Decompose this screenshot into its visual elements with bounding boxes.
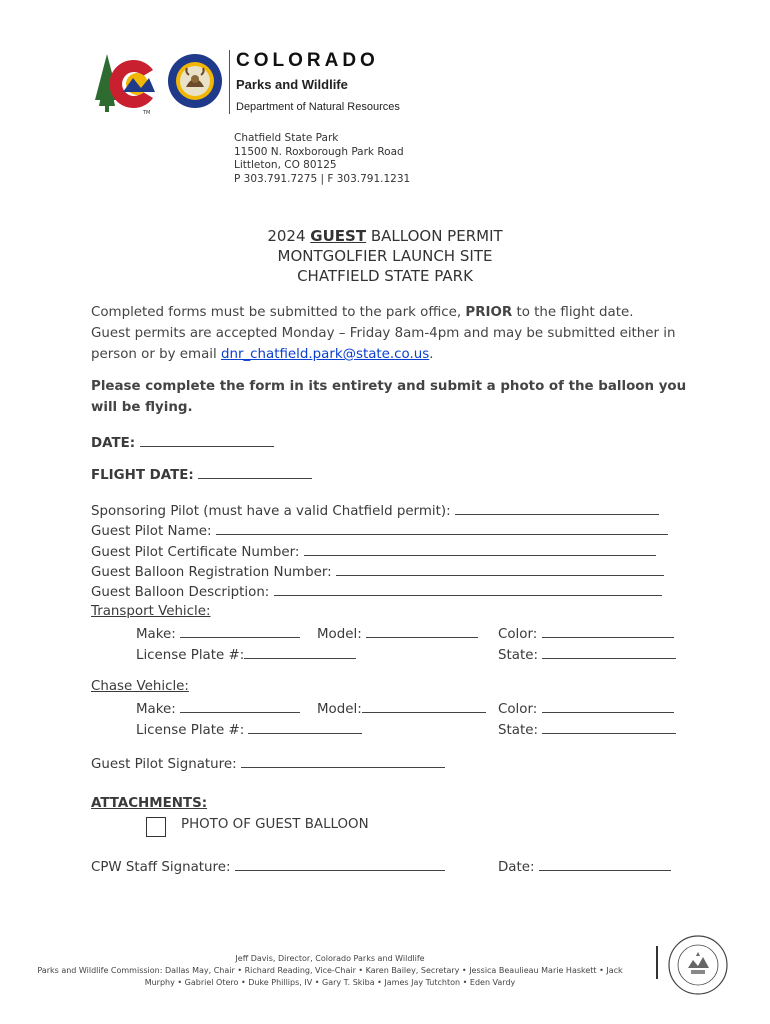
make-blank[interactable]	[180, 698, 300, 713]
guest-balloon-desc-label: Guest Balloon Description:	[91, 585, 270, 600]
footer-divider	[656, 946, 658, 979]
title-prefix: 2024	[267, 227, 311, 245]
instruction-text: Please complete the form in its entirety and submit a photo of the balloon you will be flying.	[91, 379, 687, 415]
state-blank[interactable]	[542, 644, 676, 659]
chase-state-field[interactable]	[498, 719, 676, 741]
guest-pilot-cert-label: Guest Pilot Certificate Number:	[91, 545, 300, 560]
transport-model-field[interactable]	[317, 623, 478, 645]
guest-balloon-reg-field[interactable]	[91, 561, 664, 583]
state-blank[interactable]	[542, 719, 676, 734]
cpw-staff-signature-field[interactable]	[91, 856, 445, 878]
address-line: P 303.791.7275 | F 303.791.1231	[234, 172, 411, 185]
color-label: Color:	[498, 627, 538, 642]
guest-pilot-signature-field[interactable]	[91, 753, 445, 775]
cpw-staff-signature-blank[interactable]	[235, 856, 445, 871]
license-plate-label: License Plate #:	[136, 723, 245, 738]
guest-pilot-cert-blank[interactable]	[304, 541, 656, 556]
transport-make-field[interactable]	[136, 623, 300, 645]
make-label: Make:	[136, 702, 176, 717]
brand-subtitle: Parks and Wildlife	[236, 77, 348, 92]
model-label: Model:	[317, 627, 362, 642]
intro-paragraph	[91, 302, 691, 365]
chase-license-field[interactable]	[136, 719, 362, 741]
guest-pilot-cert-field[interactable]	[91, 541, 656, 563]
staff-date-field[interactable]	[498, 856, 671, 878]
color-label: Color:	[498, 702, 538, 717]
guest-pilot-name-blank[interactable]	[216, 520, 668, 535]
staff-date-blank[interactable]	[539, 856, 671, 871]
license-plate-label: License Plate #:	[136, 648, 245, 663]
model-blank[interactable]	[366, 623, 478, 638]
address-line: Chatfield State Park	[234, 132, 339, 144]
guest-pilot-signature-label: Guest Pilot Signature:	[91, 757, 237, 772]
flight-date-field[interactable]	[91, 464, 312, 486]
transport-state-field[interactable]	[498, 644, 676, 666]
title-suffix: BALLOON PERMIT	[366, 227, 503, 245]
color-blank[interactable]	[542, 698, 674, 713]
state-seal-icon	[667, 934, 729, 996]
make-blank[interactable]	[180, 623, 300, 638]
intro-text: .	[429, 347, 434, 362]
guest-pilot-name-label: Guest Pilot Name:	[91, 524, 212, 539]
intro-text: to the flight date.	[512, 305, 634, 320]
brand-name: COLORADO	[236, 50, 379, 71]
guest-pilot-name-field[interactable]	[91, 520, 668, 542]
park-address	[234, 132, 410, 186]
sponsoring-pilot-label: Sponsoring Pilot (must have a valid Chatfield permit):	[91, 504, 451, 519]
cpw-seal-icon	[167, 53, 223, 109]
footer-director: Jeff Davis, Director, Colorado Parks and Wildlife	[235, 954, 425, 963]
footer-commission-cont: Murphy • Gabriel Otero • Duke Phillips, IV • Gary T. Skiba • James Jay Tutchton • Eden Vardy	[144, 978, 516, 987]
header-divider	[229, 50, 230, 114]
guest-balloon-desc-blank[interactable]	[274, 581, 662, 596]
photo-label: PHOTO OF GUEST BALLOON	[181, 817, 369, 832]
intro-text: person or by email	[91, 347, 221, 362]
svg-text:TM: TM	[143, 110, 151, 116]
guest-balloon-reg-blank[interactable]	[336, 561, 664, 576]
cpw-staff-signature-label: CPW Staff Signature:	[91, 860, 231, 875]
attachments-heading: ATTACHMENTS:	[91, 796, 208, 811]
colorado-c-logo-icon	[93, 48, 163, 116]
chase-make-field[interactable]	[136, 698, 300, 720]
date-field[interactable]	[91, 432, 274, 454]
intro-text: Completed forms must be submitted to the park office,	[91, 305, 466, 320]
photo-checkbox[interactable]	[146, 817, 166, 837]
state-label: State:	[498, 723, 538, 738]
title-line-2: MONTGOLFIER LAUNCH SITE	[277, 247, 493, 265]
chase-vehicle-heading: Chase Vehicle:	[91, 679, 189, 694]
date-label: DATE:	[91, 436, 136, 451]
guest-balloon-reg-label: Guest Balloon Registration Number:	[91, 565, 332, 580]
model-label: Model:	[317, 702, 362, 717]
guest-balloon-desc-field[interactable]	[91, 581, 662, 603]
guest-pilot-signature-blank[interactable]	[241, 753, 445, 768]
color-blank[interactable]	[542, 623, 674, 638]
address-line: Littleton, CO 80125	[234, 159, 337, 171]
transport-vehicle-heading: Transport Vehicle:	[91, 604, 211, 619]
sponsoring-pilot-field[interactable]	[91, 500, 659, 522]
transport-color-field[interactable]	[498, 623, 674, 645]
license-plate-blank[interactable]	[244, 644, 356, 659]
date-blank[interactable]	[140, 432, 274, 447]
footer-commission: Parks and Wildlife Commission: Dallas May, Chair • Richard Reading, Vice-Chair • Karen Bailey, Secretary • Jessica Beaulieau Marie Haskett • Jack	[37, 966, 623, 975]
state-label: State:	[498, 648, 538, 663]
document-title	[0, 226, 770, 286]
email-link[interactable]: dnr_chatfield.park@state.co.us	[220, 347, 430, 362]
license-plate-blank[interactable]	[248, 719, 362, 734]
title-line-3: CHATFIELD STATE PARK	[297, 267, 473, 285]
intro-text: Guest permits are accepted Monday – Friday 8am-4pm and may be submitted either in	[91, 326, 676, 341]
make-label: Make:	[136, 627, 176, 642]
transport-license-field[interactable]	[136, 644, 356, 666]
model-blank[interactable]	[362, 698, 486, 713]
chase-color-field[interactable]	[498, 698, 674, 720]
address-line: 11500 N. Roxborough Park Road	[234, 145, 404, 158]
brand-department: Department of Natural Resources	[236, 101, 400, 113]
chase-model-field[interactable]	[317, 698, 486, 720]
staff-date-label: Date:	[498, 860, 535, 875]
flight-date-blank[interactable]	[198, 464, 312, 479]
intro-emphasis: PRIOR	[465, 305, 513, 320]
sponsoring-pilot-blank[interactable]	[455, 500, 659, 515]
title-emphasis: GUEST	[310, 227, 367, 245]
flight-date-label: FLIGHT DATE:	[91, 468, 194, 483]
